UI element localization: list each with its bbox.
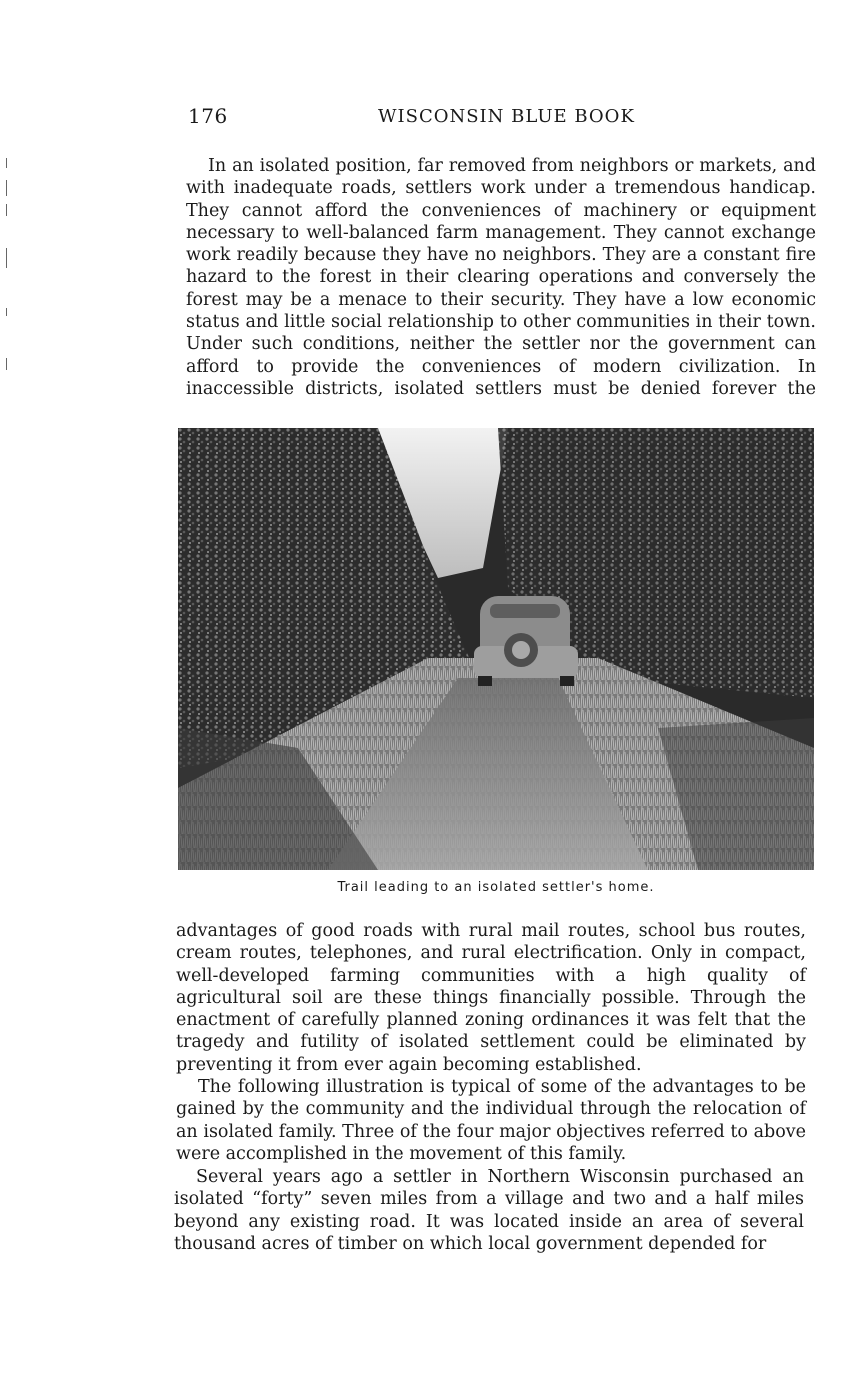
paragraph-isolated-position: In an isolated position, far removed from neighbors or markets, and with inadequate roads, settlers work under a tremendous handicap. They cannot afford the conveniences of machinery or equipment necessary to well-balanced farm management. They cannot exchange work readily because they have no neighbors. They are a constant fire hazard to the forest in their clearing operations and conversely the forest may be a menace to their security. They have a low economic status and little social relationship to other communities in their town. Under such conditions, neither the settler nor the government can afford to provide the conveniences of modern civilization. In inaccessible districts, isolated settlers must be denied forever the <box>186 156 816 399</box>
photo-caption: Trail leading to an isolated settler's home. <box>337 880 655 895</box>
paragraph-illustration: The following illustration is typical of some of the advantages to be gained by the community and the individual through the relocation of an isolated family. Three of the four major objectives referred to above were accomplished in the movement of this family. <box>176 1077 806 1164</box>
page-number: 176 <box>188 104 228 128</box>
trail-photo-illustration <box>178 428 814 870</box>
running-title: WISCONSIN BLUE BOOK <box>378 106 635 127</box>
trail-photograph <box>178 428 814 870</box>
car <box>474 596 578 686</box>
page-header <box>188 104 816 134</box>
paragraph-advantages: advantages of good roads with rural mail routes, school bus routes, cream routes, telephones, and rural electrification. Only in compact, well-developed farming communities with a high quality of agricultural soil are these things financially possible. Through the enactment of carefully planned zoning ordinances it was felt that the tragedy and futility of isolated settlement could be eliminated by preventing it from ever again becoming established. <box>176 921 806 1075</box>
paragraph-settler-history: Several years ago a settler in Northern Wisconsin purchased an isolated “forty” seven miles from a village and two and a half miles beyond any existing road. It was located inside an area of several thousand acres of timber on which local government depended for <box>174 1167 804 1254</box>
margin-marks <box>6 158 10 378</box>
